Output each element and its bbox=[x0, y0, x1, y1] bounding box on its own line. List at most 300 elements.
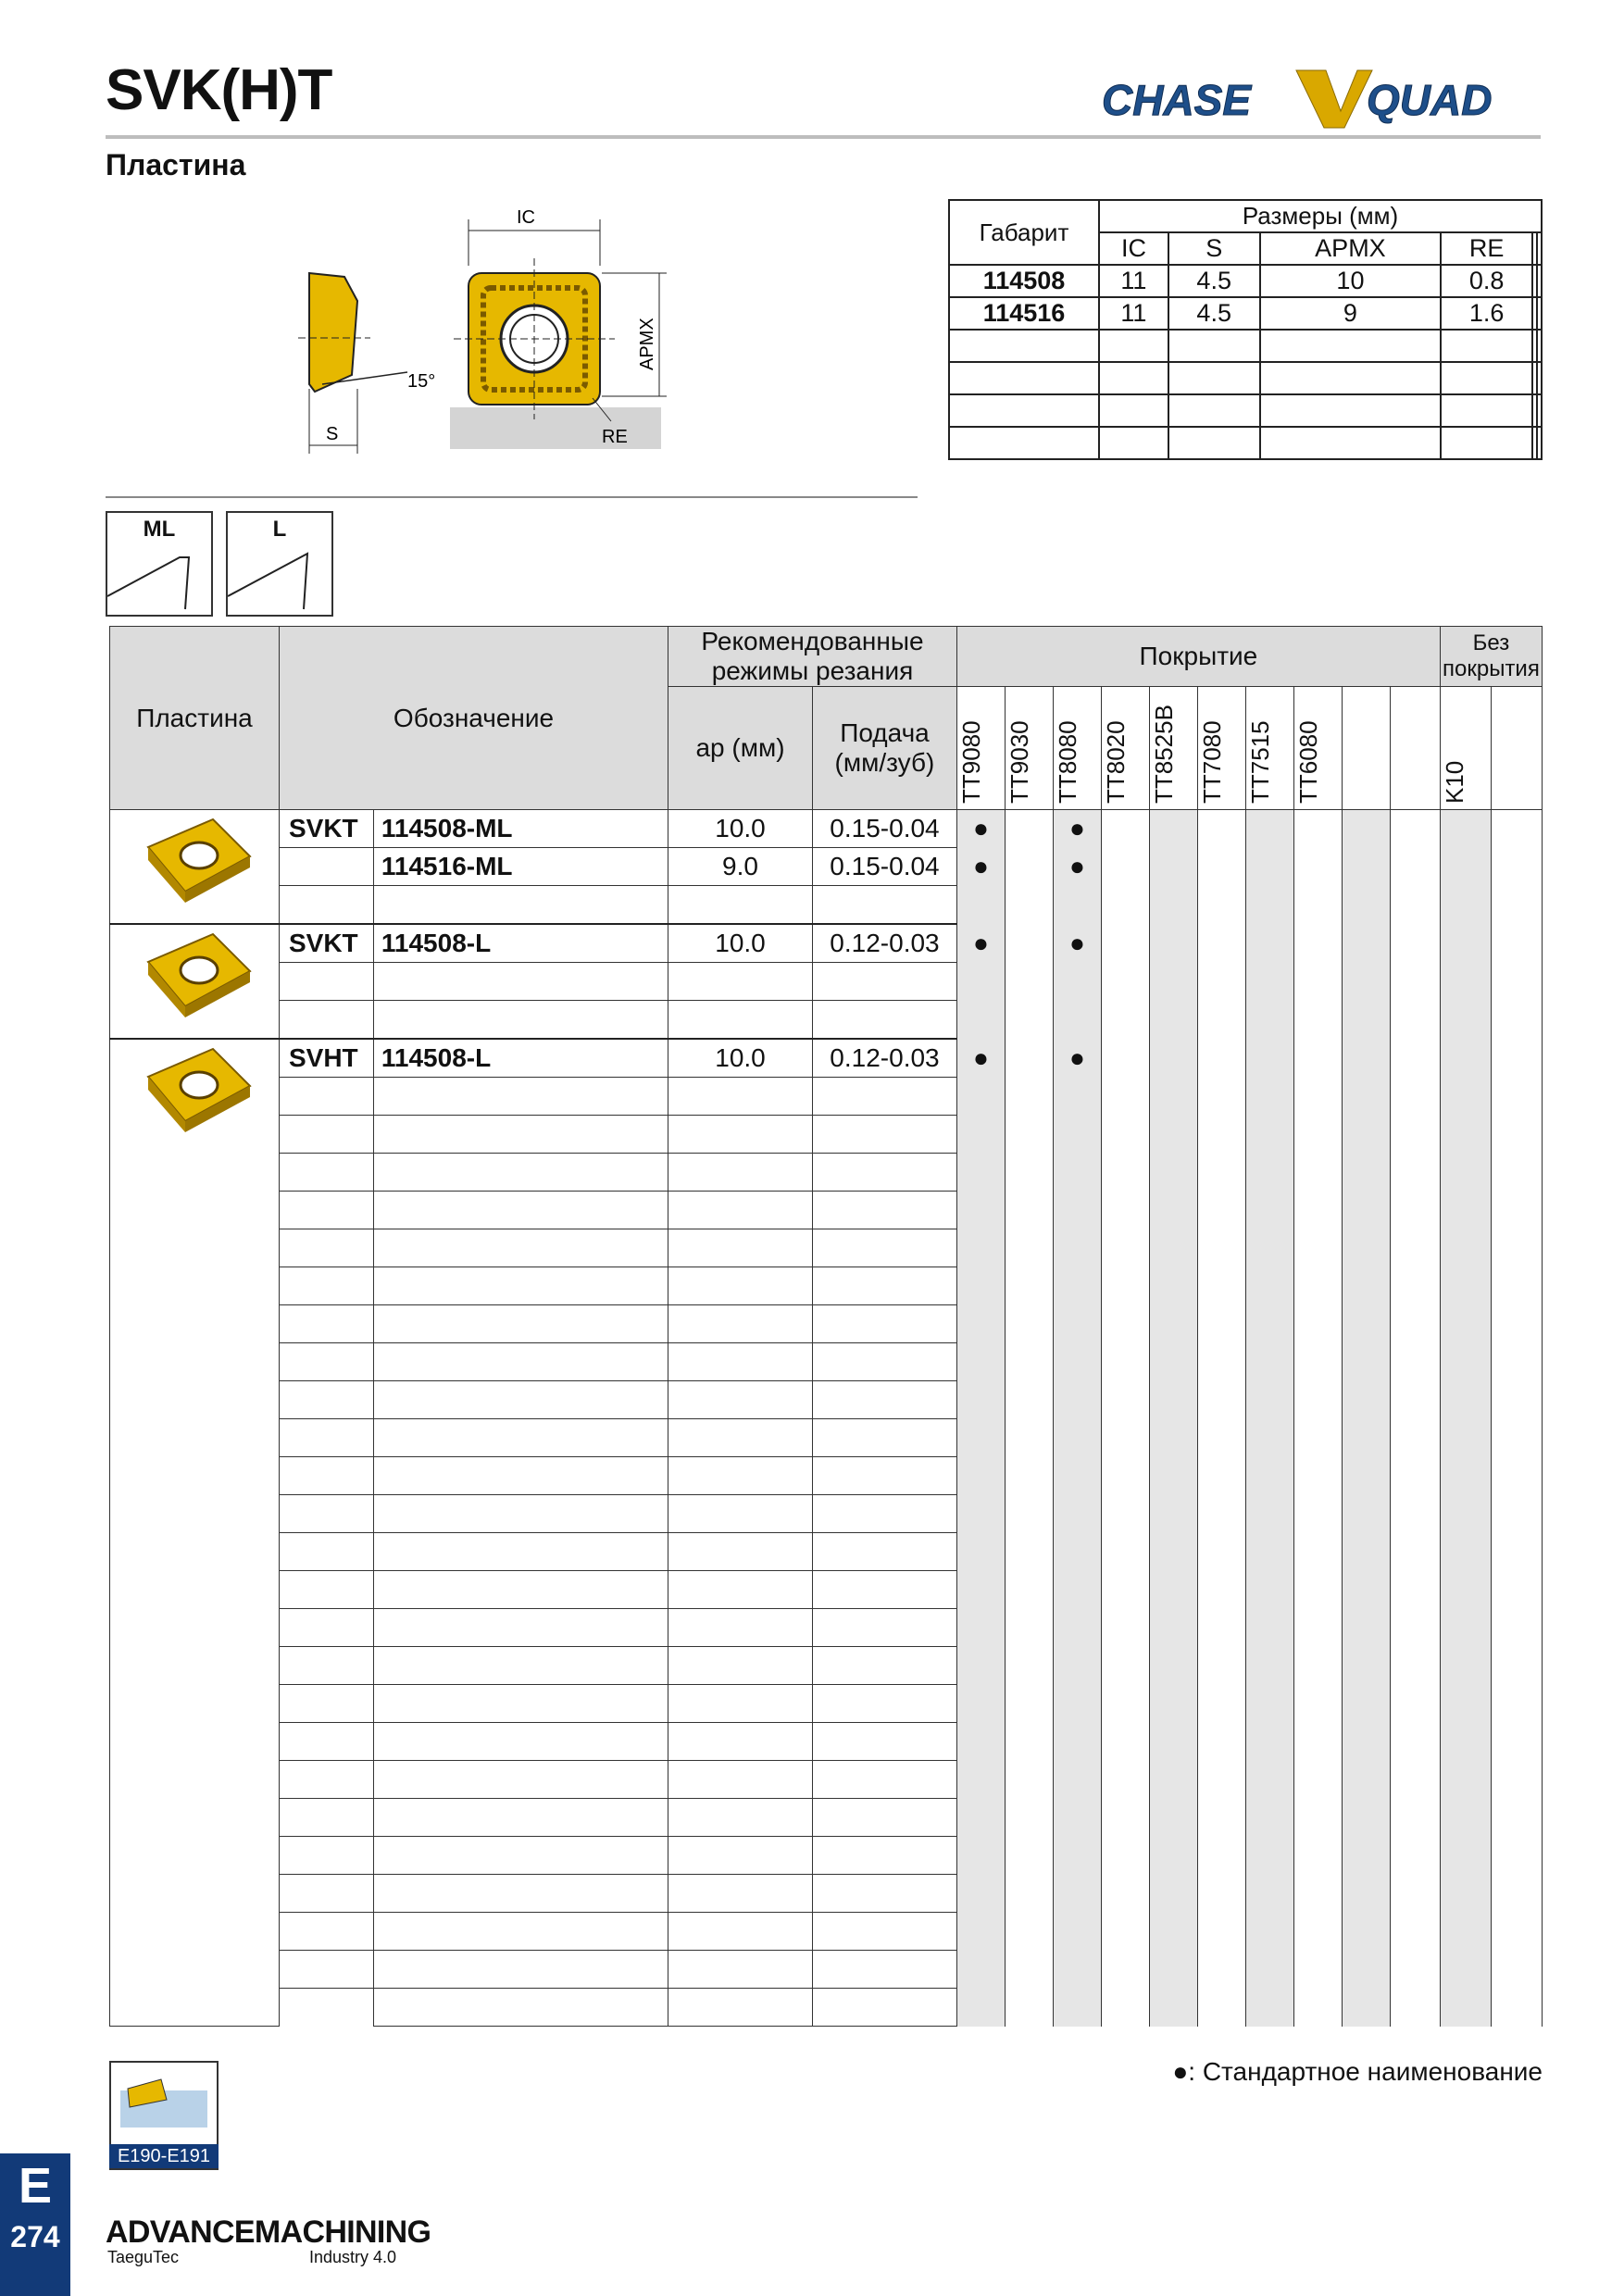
grade-cell bbox=[1491, 1001, 1542, 1040]
grade-cell: ● bbox=[956, 1039, 1005, 1078]
ap-value bbox=[668, 963, 813, 1001]
svg-text:IC: IC bbox=[517, 207, 535, 228]
grade-cell bbox=[1197, 963, 1245, 1001]
grade-cell bbox=[956, 1078, 1005, 1116]
grade-cell bbox=[1245, 1533, 1293, 1571]
dims-cell: 4.5 bbox=[1168, 297, 1260, 330]
grade-cell bbox=[1390, 1229, 1440, 1267]
designation-code bbox=[373, 963, 668, 1001]
dims-col-apmx: APMX bbox=[1260, 232, 1442, 265]
table-row bbox=[110, 1951, 1543, 1989]
reference-caption[interactable]: E190-E191 bbox=[109, 2144, 219, 2168]
svg-text:15°: 15° bbox=[407, 371, 436, 392]
grade-cell bbox=[1245, 924, 1293, 963]
grade-cell bbox=[1197, 1609, 1245, 1647]
grade-cell: ● bbox=[956, 810, 1005, 848]
grade-cell bbox=[1390, 1913, 1440, 1951]
grade-cell bbox=[1390, 1154, 1440, 1192]
grade-cell bbox=[1390, 1267, 1440, 1305]
grade-cell bbox=[1101, 1913, 1149, 1951]
ap-value bbox=[668, 1116, 813, 1154]
grade-cell bbox=[1053, 1685, 1101, 1723]
grade-cell bbox=[1005, 1495, 1053, 1533]
grade-cell bbox=[1005, 1116, 1053, 1154]
grade-cell bbox=[1491, 1039, 1542, 1078]
dims-cell: 9 bbox=[1260, 297, 1442, 330]
table-row bbox=[110, 1647, 1543, 1685]
header-divider bbox=[106, 135, 1541, 139]
ap-value bbox=[668, 1951, 813, 1989]
dims-cell bbox=[1537, 297, 1542, 330]
grade-cell bbox=[956, 1913, 1005, 1951]
grade-cell bbox=[956, 1723, 1005, 1761]
table-row bbox=[110, 1305, 1543, 1343]
grade-cell bbox=[1491, 1609, 1542, 1647]
feed-value bbox=[812, 1533, 956, 1571]
insert-image-cell bbox=[110, 924, 280, 1039]
feed-value bbox=[812, 1609, 956, 1647]
grade-cell bbox=[1053, 1951, 1101, 1989]
grade-cell bbox=[1053, 1116, 1101, 1154]
feed-value: 0.15-0.04 bbox=[812, 848, 956, 886]
grade-cell bbox=[1149, 1192, 1197, 1229]
grade-cell bbox=[1197, 1723, 1245, 1761]
table-row bbox=[110, 1761, 1543, 1799]
grade-cell bbox=[1149, 1533, 1197, 1571]
grade-cell bbox=[1491, 1343, 1542, 1381]
grade-cell bbox=[1101, 1039, 1149, 1078]
designation-prefix: SVKT bbox=[279, 924, 373, 963]
designation-prefix bbox=[279, 1533, 373, 1571]
grade-cell bbox=[1005, 886, 1053, 925]
feed-value bbox=[812, 1495, 956, 1533]
grade-cell: ● bbox=[1053, 924, 1101, 963]
grade-cell bbox=[1342, 1267, 1390, 1305]
ap-value bbox=[668, 1495, 813, 1533]
grade-cell bbox=[1440, 1989, 1491, 2027]
designation-prefix bbox=[279, 1495, 373, 1533]
grade-cell bbox=[1149, 1989, 1197, 2027]
grade-cell bbox=[956, 1116, 1005, 1154]
grade-cell bbox=[1101, 1495, 1149, 1533]
grade-cell bbox=[956, 1533, 1005, 1571]
grade-cell bbox=[956, 1001, 1005, 1040]
grade-cell bbox=[956, 963, 1005, 1001]
holder-icon bbox=[111, 2063, 217, 2142]
grade-cell bbox=[1293, 1647, 1342, 1685]
designation-code bbox=[373, 1343, 668, 1381]
grade-cell bbox=[1149, 1799, 1197, 1837]
grade-cell bbox=[1005, 1305, 1053, 1343]
svg-text:S: S bbox=[326, 424, 339, 444]
grade-cell bbox=[1197, 1799, 1245, 1837]
designation-prefix bbox=[279, 1761, 373, 1799]
table-row bbox=[110, 1154, 1543, 1192]
feed-value bbox=[812, 1951, 956, 1989]
grade-cell bbox=[1293, 1078, 1342, 1116]
geometry-ml-label: ML bbox=[143, 517, 176, 542]
grade-cell bbox=[956, 1229, 1005, 1267]
grade-cell bbox=[1149, 1761, 1197, 1799]
grade-cell bbox=[1005, 1685, 1053, 1723]
grade-cell bbox=[1440, 1913, 1491, 1951]
grade-cell bbox=[1390, 1989, 1440, 2027]
grade-cell bbox=[1293, 1381, 1342, 1419]
grade-cell bbox=[1491, 848, 1542, 886]
grade-cell bbox=[1440, 1267, 1491, 1305]
feed-value bbox=[812, 1457, 956, 1495]
grade-cell bbox=[1342, 1495, 1390, 1533]
grade-cell bbox=[1005, 1609, 1053, 1647]
grade-cell bbox=[1101, 1078, 1149, 1116]
designation-prefix bbox=[279, 1419, 373, 1457]
grade-cell bbox=[1440, 1647, 1491, 1685]
grade-cell bbox=[1005, 963, 1053, 1001]
grade-cell bbox=[1197, 1875, 1245, 1913]
grade-cell bbox=[1491, 1229, 1542, 1267]
grade-cell bbox=[1390, 810, 1440, 848]
grade-cell bbox=[1342, 1609, 1390, 1647]
grade-cell bbox=[1342, 1078, 1390, 1116]
grade-cell bbox=[1197, 848, 1245, 886]
table-row bbox=[110, 963, 1543, 1001]
grade-cell bbox=[1197, 1154, 1245, 1192]
grade-cell bbox=[1149, 848, 1197, 886]
grade-cell bbox=[1245, 848, 1293, 886]
insert-table bbox=[109, 626, 1543, 2027]
grade-cell bbox=[1149, 963, 1197, 1001]
designation-code bbox=[373, 1837, 668, 1875]
grade-cell bbox=[956, 1989, 1005, 2027]
table-row bbox=[110, 1039, 1543, 1078]
insert-image-cell bbox=[110, 810, 280, 925]
grade-cell bbox=[1005, 1837, 1053, 1875]
grade-cell bbox=[1005, 1951, 1053, 1989]
grade-cell bbox=[1149, 1001, 1197, 1040]
grade-cell bbox=[1440, 1457, 1491, 1495]
grade-cell bbox=[1197, 1837, 1245, 1875]
grade-cell bbox=[1005, 1039, 1053, 1078]
designation-prefix bbox=[279, 1116, 373, 1154]
grade-cell bbox=[1101, 1533, 1149, 1571]
grade-cell bbox=[1245, 1951, 1293, 1989]
grade-cell bbox=[956, 1837, 1005, 1875]
grade-cell bbox=[1245, 810, 1293, 848]
ap-value: 10.0 bbox=[668, 810, 813, 848]
designation-code bbox=[373, 1913, 668, 1951]
grade-cell bbox=[1149, 1229, 1197, 1267]
dims-cell: 4.5 bbox=[1168, 265, 1260, 297]
grade-cell bbox=[1101, 1571, 1149, 1609]
designation-code bbox=[373, 1192, 668, 1229]
ap-value bbox=[668, 1647, 813, 1685]
feed-value bbox=[812, 1078, 956, 1116]
grade-cell bbox=[1390, 1305, 1440, 1343]
grade-cell bbox=[1101, 1761, 1149, 1799]
designation-prefix bbox=[279, 1457, 373, 1495]
ap-value bbox=[668, 1799, 813, 1837]
table-row bbox=[110, 810, 1543, 848]
grade-cell bbox=[1053, 963, 1101, 1001]
grade-cell bbox=[1053, 1305, 1101, 1343]
grade-cell bbox=[1245, 1685, 1293, 1723]
table-row bbox=[110, 1267, 1543, 1305]
table-row bbox=[110, 1078, 1543, 1116]
grade-cell bbox=[956, 886, 1005, 925]
grade-cell bbox=[1390, 1533, 1440, 1571]
grade-cell bbox=[1197, 1078, 1245, 1116]
legend: ●: Стандартное наименование bbox=[1172, 2057, 1543, 2086]
advance-machining-logo bbox=[106, 2211, 439, 2266]
grade-cell bbox=[1390, 1875, 1440, 1913]
grade-cell bbox=[1101, 1799, 1149, 1837]
ap-value bbox=[668, 1305, 813, 1343]
grade-cell bbox=[1491, 1419, 1542, 1457]
grade-cell bbox=[1390, 1761, 1440, 1799]
dims-cell: 1.6 bbox=[1441, 297, 1532, 330]
feed-value bbox=[812, 1799, 956, 1837]
dims-header-group: Размеры (мм) bbox=[1099, 200, 1542, 232]
dims-cell: 11 bbox=[1099, 265, 1168, 297]
dims-col-s: S bbox=[1168, 232, 1260, 265]
designation-code bbox=[373, 1001, 668, 1040]
grade-cell bbox=[1390, 1723, 1440, 1761]
grade-cell bbox=[1149, 1685, 1197, 1723]
grade-cell bbox=[1197, 1685, 1245, 1723]
grade-cell bbox=[1101, 1229, 1149, 1267]
grade-cell bbox=[1245, 963, 1293, 1001]
grade-cell bbox=[1390, 1571, 1440, 1609]
grade-cell bbox=[1342, 1001, 1390, 1040]
grade-cell bbox=[1005, 1267, 1053, 1305]
grade-cell bbox=[1491, 1116, 1542, 1154]
grade-cell bbox=[1491, 1913, 1542, 1951]
feed-value bbox=[812, 1647, 956, 1685]
grade-cell bbox=[1005, 1989, 1053, 2027]
grade-cell bbox=[1005, 1381, 1053, 1419]
grade-cell bbox=[1293, 1837, 1342, 1875]
ap-value bbox=[668, 1343, 813, 1381]
dimensions-table bbox=[948, 199, 1543, 460]
grade-cell bbox=[1101, 1343, 1149, 1381]
table-row bbox=[110, 1343, 1543, 1381]
header-ap: ap (мм) bbox=[668, 687, 813, 810]
grade-cell bbox=[956, 1154, 1005, 1192]
svg-text:QUAD: QUAD bbox=[1367, 76, 1493, 124]
svg-text:ADVANCEMACHINING: ADVANCEMACHINING bbox=[106, 2215, 431, 2250]
grade-cell bbox=[1149, 1495, 1197, 1533]
table-row bbox=[110, 1533, 1543, 1571]
grade-cell bbox=[1293, 1039, 1342, 1078]
header-recommended: Рекомендованные режимы резания bbox=[668, 627, 957, 687]
grade-cell bbox=[1293, 1343, 1342, 1381]
grade-cell bbox=[1197, 1267, 1245, 1305]
header-designation: Обозначение bbox=[279, 627, 668, 810]
designation-prefix bbox=[279, 848, 373, 886]
grade-cell bbox=[1342, 1875, 1390, 1913]
grade-cell bbox=[1293, 1989, 1342, 2027]
grade-cell bbox=[1491, 1951, 1542, 1989]
grade-cell bbox=[1390, 963, 1440, 1001]
grade-cell bbox=[1101, 963, 1149, 1001]
grade-cell bbox=[1245, 1457, 1293, 1495]
insert-photo-icon bbox=[130, 810, 259, 912]
grade-cell bbox=[956, 1685, 1005, 1723]
svg-text:APMX: APMX bbox=[637, 318, 657, 370]
grade-cell bbox=[1390, 1647, 1440, 1685]
grade-cell bbox=[1101, 1951, 1149, 1989]
grade-cell bbox=[1245, 1116, 1293, 1154]
grade-cell bbox=[1342, 1951, 1390, 1989]
grade-cell bbox=[1342, 1419, 1390, 1457]
grade-cell bbox=[1245, 1723, 1293, 1761]
designation-code bbox=[373, 1875, 668, 1913]
grade-cell bbox=[1293, 1609, 1342, 1647]
grade-cell bbox=[1440, 1761, 1491, 1799]
designation-prefix bbox=[279, 963, 373, 1001]
grade-cell bbox=[1197, 810, 1245, 848]
grade-cell bbox=[1390, 1001, 1440, 1040]
dims-col-blank bbox=[1537, 232, 1542, 265]
grade-cell bbox=[1491, 1305, 1542, 1343]
grade-cell bbox=[1342, 1116, 1390, 1154]
designation-prefix bbox=[279, 1647, 373, 1685]
table-row bbox=[110, 1116, 1543, 1154]
grade-cell bbox=[1005, 924, 1053, 963]
grade-cell bbox=[1390, 1837, 1440, 1875]
grade-tt9080: TT9080 bbox=[956, 720, 985, 804]
grade-cell bbox=[1491, 1761, 1542, 1799]
header-feed: Подача (мм/зуб) bbox=[812, 687, 956, 810]
designation-code bbox=[373, 1761, 668, 1799]
grade-cell bbox=[1440, 1723, 1491, 1761]
grade-cell bbox=[1491, 1267, 1542, 1305]
grade-tt8525b: TT8525B bbox=[1149, 705, 1178, 804]
dims-col-ic: IC bbox=[1099, 232, 1168, 265]
grade-cell bbox=[1491, 1154, 1542, 1192]
grade-cell bbox=[1245, 1192, 1293, 1229]
grade-cell bbox=[1101, 1381, 1149, 1419]
grade-cell bbox=[1197, 1761, 1245, 1799]
grade-tt9030: TT9030 bbox=[1005, 720, 1033, 804]
designation-code bbox=[373, 1533, 668, 1571]
grade-cell bbox=[1491, 886, 1542, 925]
feed-value: 0.12-0.03 bbox=[812, 924, 956, 963]
grade-cell bbox=[956, 1875, 1005, 1913]
feed-value bbox=[812, 1419, 956, 1457]
feed-value: 0.12-0.03 bbox=[812, 1039, 956, 1078]
grade-cell bbox=[1440, 1875, 1491, 1913]
grade-cell bbox=[1197, 1495, 1245, 1533]
grade-cell bbox=[1053, 1723, 1101, 1761]
grade-cell bbox=[1245, 886, 1293, 925]
grade-cell bbox=[1440, 1039, 1491, 1078]
header-insert: Пластина bbox=[110, 627, 280, 810]
grade-cell bbox=[1101, 1647, 1149, 1685]
dims-cell: 114516 bbox=[949, 297, 1099, 330]
feed-value bbox=[812, 1989, 956, 2027]
grade-cell bbox=[1149, 1116, 1197, 1154]
grade-cell bbox=[1005, 1229, 1053, 1267]
grade-cell bbox=[1053, 1913, 1101, 1951]
grade-cell bbox=[1342, 1761, 1390, 1799]
feed-value bbox=[812, 886, 956, 925]
grade-cell bbox=[1053, 1192, 1101, 1229]
ap-value bbox=[668, 1571, 813, 1609]
grade-cell bbox=[1197, 1533, 1245, 1571]
grade-cell bbox=[1101, 1609, 1149, 1647]
table-row bbox=[110, 848, 1543, 886]
section-divider bbox=[106, 496, 918, 498]
grade-cell: ● bbox=[1053, 848, 1101, 886]
grade-cell bbox=[1342, 1305, 1390, 1343]
table-row bbox=[110, 1457, 1543, 1495]
grade-cell bbox=[1053, 1533, 1101, 1571]
dims-cell: 10 bbox=[1260, 265, 1442, 297]
feed-value bbox=[812, 1685, 956, 1723]
designation-prefix bbox=[279, 1229, 373, 1267]
grade-cell bbox=[1197, 1571, 1245, 1609]
table-row bbox=[110, 1192, 1543, 1229]
grade-cell bbox=[1101, 810, 1149, 848]
insert-photo-icon bbox=[130, 925, 259, 1027]
grade-cell bbox=[956, 1951, 1005, 1989]
grade-cell bbox=[1440, 1116, 1491, 1154]
grade-cell bbox=[1342, 1154, 1390, 1192]
grade-cell bbox=[1245, 1343, 1293, 1381]
page-number: 274 bbox=[10, 2220, 60, 2253]
designation-code: 114508-ML bbox=[373, 810, 668, 848]
grade-cell bbox=[956, 1457, 1005, 1495]
ap-value bbox=[668, 1723, 813, 1761]
grade-cell bbox=[1342, 1192, 1390, 1229]
grade-cell bbox=[1149, 1078, 1197, 1116]
grade-cell bbox=[1491, 1723, 1542, 1761]
grade-cell bbox=[1491, 1875, 1542, 1913]
feed-value bbox=[812, 1875, 956, 1913]
designation-code: 114508-L bbox=[373, 1039, 668, 1078]
grade-cell bbox=[1342, 1457, 1390, 1495]
grade-cell bbox=[1491, 1457, 1542, 1495]
grade-cell bbox=[1342, 1039, 1390, 1078]
ap-value bbox=[668, 886, 813, 925]
grade-cell bbox=[1440, 810, 1491, 848]
designation-prefix bbox=[279, 1001, 373, 1040]
grade-cell bbox=[1005, 1343, 1053, 1381]
ap-value bbox=[668, 1267, 813, 1305]
grade-cell bbox=[1005, 1154, 1053, 1192]
grade-cell bbox=[1101, 1875, 1149, 1913]
grade-cell bbox=[1197, 1116, 1245, 1154]
grade-cell bbox=[1440, 1799, 1491, 1837]
grade-cell bbox=[1293, 1305, 1342, 1343]
grade-cell bbox=[1342, 1723, 1390, 1761]
table-row bbox=[110, 924, 1543, 963]
grade-cell bbox=[1053, 1267, 1101, 1305]
svg-text:CHASE: CHASE bbox=[1102, 76, 1252, 124]
grade-cell bbox=[1101, 1989, 1149, 2027]
grade-cell bbox=[1390, 924, 1440, 963]
grade-cell bbox=[1390, 1685, 1440, 1723]
grade-cell bbox=[1101, 1723, 1149, 1761]
grade-cell bbox=[1342, 1913, 1390, 1951]
grade-cell bbox=[1053, 1799, 1101, 1837]
grade-cell bbox=[1245, 1761, 1293, 1799]
table-row bbox=[110, 1419, 1543, 1457]
grade-cell bbox=[1149, 1039, 1197, 1078]
grade-cell bbox=[1293, 848, 1342, 886]
grade-cell bbox=[1005, 1078, 1053, 1116]
